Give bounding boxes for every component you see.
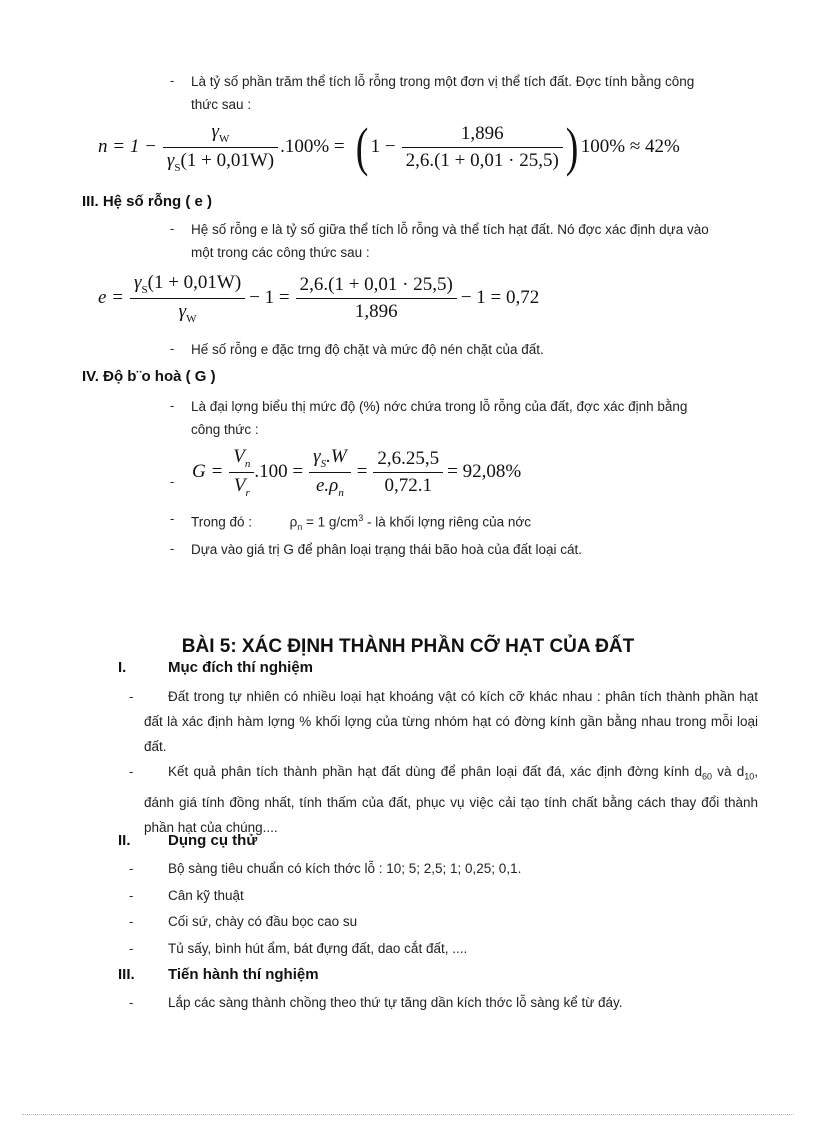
numerator: 1,896 bbox=[402, 123, 563, 148]
formula-result: = 92,08% bbox=[447, 461, 522, 483]
void-ratio-heading: III. Hệ số rỗng ( e ) bbox=[82, 193, 213, 210]
v-symbol: V bbox=[233, 446, 245, 467]
bullet-dash: - bbox=[129, 764, 134, 779]
formula-fraction bbox=[229, 446, 254, 499]
bullet-dash: - bbox=[129, 861, 134, 876]
bullet-dash: - bbox=[170, 474, 175, 489]
left-paren: ( bbox=[355, 117, 368, 177]
subscript: n bbox=[338, 486, 344, 499]
void-ratio-description bbox=[191, 218, 791, 264]
subscript: 10 bbox=[744, 771, 755, 782]
saturation-where bbox=[191, 507, 791, 539]
denominator: 1,896 bbox=[354, 300, 398, 322]
gamma-symbol: γ bbox=[178, 300, 187, 322]
gamma-symbol: γ bbox=[134, 272, 142, 293]
rho-value: = 1 g/cm bbox=[302, 514, 359, 530]
subscript: W bbox=[186, 312, 197, 325]
formula-eq: = bbox=[356, 461, 368, 483]
subscript: S bbox=[320, 457, 327, 470]
denominator: 0,72.1 bbox=[384, 474, 433, 496]
where-label: Trong đó : bbox=[191, 514, 253, 530]
equipment-item: Cân kỹ thuật bbox=[168, 888, 244, 903]
bullet-dash: - bbox=[170, 511, 175, 526]
bullet-dash: - bbox=[170, 398, 175, 413]
numerator-text: .W bbox=[326, 446, 347, 467]
paragraph-text: và bbox=[712, 764, 732, 779]
void-ratio-formula bbox=[98, 272, 539, 325]
subscript: n bbox=[297, 522, 303, 533]
superscript: 3 bbox=[358, 513, 364, 523]
porosity-line-1: Là tỷ số phần trăm thể tích lỗ rỗng trong một đơn vị thể tích đất. Đợc tính bằng công bbox=[191, 74, 695, 89]
bullet-dash: - bbox=[129, 689, 134, 704]
subscript: r bbox=[245, 486, 250, 499]
section-title-procedure: Tiến hành thí nghiệm bbox=[168, 966, 319, 983]
formula-mid: .100 = bbox=[254, 461, 304, 483]
formula-fraction bbox=[373, 448, 443, 497]
paragraph-text: , đánh giá tính đồng nhất, tính thấm của đất, phục vụ việc cải tạo tính chất bằng cách thay đổi thành phần hạt của chúng.... bbox=[144, 764, 758, 835]
formula-result: 100% ≈ 42% bbox=[580, 136, 680, 157]
rho-symbol: ρ bbox=[289, 514, 298, 530]
procedure-item: Lắp các sàng thành chồng theo thứ tự tăng dần kích thớc lỗ sàng kể từ đáy. bbox=[168, 995, 623, 1010]
saturation-classification: Dựa vào giá trị G để phân loại trạng thái bão hoà của đất loại cát. bbox=[191, 542, 583, 557]
bullet-dash: - bbox=[129, 888, 134, 903]
bullet-dash: - bbox=[129, 914, 134, 929]
formula-fraction bbox=[163, 121, 278, 174]
numerator-text: (1 + 0,01W) bbox=[147, 272, 242, 293]
section-title-purpose: Mục đích thí nghiệm bbox=[168, 659, 313, 676]
section-title-equipment: Dụng cụ thử bbox=[168, 832, 258, 849]
section-number: I. bbox=[118, 659, 127, 676]
formula-fraction bbox=[130, 272, 245, 325]
void-ratio-line-1: Hệ số rỗng e là tỷ số giữa thể tích lỗ rỗng và thể tích hạt đất. Nó đợc xác định dựa vào bbox=[191, 222, 709, 237]
bullet-dash: - bbox=[170, 73, 175, 88]
gamma-symbol: γ bbox=[211, 120, 220, 142]
equipment-item: Tủ sấy, bình hút ẩm, bát đựng đất, dao cắt đất, .... bbox=[168, 941, 468, 956]
saturation-heading: IV. Độ b¨o hoà ( G ) bbox=[82, 368, 216, 385]
equipment-item: Cối sứ, chày có đầu bọc cao su bbox=[168, 914, 358, 929]
bullet-dash: - bbox=[170, 541, 175, 556]
section-number: III. bbox=[118, 966, 135, 983]
lesson-title: BÀI 5: XÁC ĐỊNH THÀNH PHẦN CỠ HẠT CỦA ĐẤT bbox=[181, 636, 635, 657]
formula-inner: 1 − bbox=[370, 136, 396, 157]
saturation-line-2: công thức : bbox=[191, 422, 259, 437]
formula-fraction bbox=[402, 123, 563, 172]
subscript: 60 bbox=[702, 771, 713, 782]
formula-lhs: G = bbox=[192, 461, 224, 483]
v-symbol: V bbox=[233, 474, 246, 496]
denominator-text: (1 + 0,01W) bbox=[180, 149, 275, 171]
formula-result: − 1 = 0,72 bbox=[460, 287, 540, 309]
formula-mid: .100% = bbox=[280, 136, 345, 157]
saturation-line-1: Là đại lợng biểu thị mức độ (%) nớc chứa trong lỗ rỗng của đất, đợc xác định bằng bbox=[191, 399, 688, 414]
saturation-description bbox=[191, 395, 791, 441]
porosity-description bbox=[191, 70, 791, 116]
formula-minus: − 1 = bbox=[249, 287, 290, 309]
equipment-item: Bộ sàng tiêu chuẩn có kích thớc lỗ : 10; 5; 2,5; 1; 0,25; 0,1. bbox=[168, 861, 522, 876]
formula-fraction bbox=[309, 446, 351, 499]
bullet-dash: - bbox=[129, 995, 134, 1010]
rho-description: - là khối lợng riêng của nớc bbox=[363, 514, 531, 530]
paragraph-text: d bbox=[736, 764, 745, 779]
formula-lhs: n = 1 − bbox=[98, 136, 157, 157]
section-number: II. bbox=[118, 832, 131, 849]
bullet-dash: - bbox=[129, 941, 134, 956]
gamma-symbol: γ bbox=[313, 446, 321, 467]
denominator: 2,6.(1 + 0,01 · 25,5) bbox=[405, 149, 559, 171]
subscript: n bbox=[244, 457, 251, 470]
numerator: 2,6.(1 + 0,01 · 25,5) bbox=[296, 274, 457, 299]
numerator: 2,6.25,5 bbox=[373, 448, 443, 473]
bullet-dash: - bbox=[170, 221, 175, 236]
denominator-text: e.ρ bbox=[316, 474, 339, 496]
formula-lhs: e = bbox=[98, 287, 125, 309]
gamma-symbol: γ bbox=[166, 149, 175, 171]
purpose-paragraph-2 bbox=[144, 759, 758, 840]
saturation-formula bbox=[192, 446, 521, 499]
subscript: S bbox=[141, 283, 148, 296]
subscript: S bbox=[174, 161, 181, 174]
paragraph-text: Kết quả phân tích thành phần hạt đất dùng để phân loại đất đá, xác định đờng kính d bbox=[168, 764, 703, 779]
right-paren: ) bbox=[565, 117, 579, 177]
void-ratio-note: Hế số rỗng e đặc trng độ chặt và mức độ nén chặt của đất. bbox=[191, 342, 544, 357]
void-ratio-line-2: một trong các công thức sau : bbox=[191, 245, 370, 260]
subscript: W bbox=[219, 132, 230, 145]
formula-fraction bbox=[296, 274, 457, 323]
porosity-line-2: thức sau : bbox=[191, 97, 252, 112]
porosity-formula bbox=[98, 117, 680, 177]
purpose-paragraph-1: Đất trong tự nhiên có nhiều loại hạt khoáng vật có kích cỡ khác nhau : phân tích thành phần hạt đất là xác định hàm lợng % khối lợng của từng nhóm hạt có đờng kính gần bằng nhau trong mỗi loại đất. bbox=[144, 689, 758, 754]
page-footer-divider bbox=[22, 1114, 794, 1115]
bullet-dash: - bbox=[170, 341, 175, 356]
